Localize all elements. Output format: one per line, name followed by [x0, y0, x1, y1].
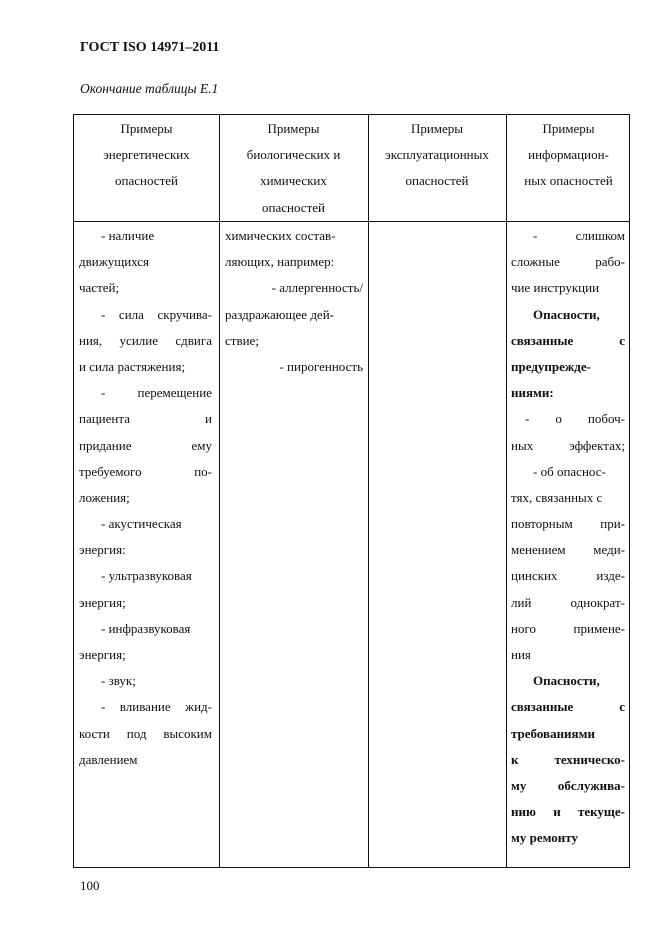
cell-line: движущихся	[79, 254, 150, 270]
header-line: ных опасностей	[524, 173, 613, 189]
header-divider	[74, 221, 629, 222]
cell-line: - наличие	[101, 228, 155, 243]
cell-line: энергия:	[79, 542, 126, 558]
column-divider	[368, 115, 369, 867]
cell-line: частей;	[79, 280, 120, 296]
hazards-table	[73, 114, 630, 868]
header-line: информацион-	[528, 147, 609, 163]
cell-line: ния	[511, 647, 531, 662]
cell-line: повторным при-	[511, 516, 625, 532]
cell-line: ного примене-	[511, 620, 625, 636]
cell-line: лий однократ-	[511, 594, 625, 610]
cell-line: давлением	[79, 751, 138, 767]
cell-line: Опасности,	[533, 306, 600, 322]
header-information	[506, 115, 631, 194]
header-line: эксплуатационных	[385, 147, 489, 163]
cell-line: требуемого по-	[79, 463, 212, 479]
header-energy	[74, 115, 219, 194]
cell-line: цинских изде-	[511, 568, 625, 584]
cell-bio-chem-hazards	[225, 223, 363, 380]
cell-line: ниями:	[511, 385, 554, 401]
cell-line: - звук;	[101, 673, 136, 689]
cell-line: связанные с	[511, 332, 625, 348]
header-line: Примеры	[120, 121, 173, 136]
cell-line: ных эффектах;	[511, 437, 625, 453]
cell-line: тях, связанных с	[511, 489, 603, 505]
header-bio-chem	[219, 115, 368, 220]
cell-line: нию и текуще-	[511, 804, 625, 820]
cell-line: - акустическая	[101, 516, 182, 532]
document-header: ГОСТ ISO 14971–2011	[80, 40, 220, 55]
cell-line: предупрежде-	[511, 358, 591, 374]
page-number: 100	[80, 878, 100, 893]
cell-line: - сила скручива-	[101, 306, 212, 322]
cell-line: сложные рабо-	[511, 254, 625, 270]
cell-line: к техническо-	[511, 751, 625, 767]
cell-line: менением меди-	[511, 542, 625, 558]
cell-line: - о побоч-	[525, 411, 625, 427]
header-line: опасностей	[405, 173, 469, 189]
table-caption: Окончание таблицы Е.1	[80, 81, 219, 96]
header-line: опасностей	[262, 199, 325, 215]
cell-line: - инфразвуковая	[101, 620, 191, 636]
cell-line: Опасности,	[533, 673, 600, 689]
cell-line: придание ему	[79, 437, 212, 453]
cell-line: - об опаснос-	[533, 463, 606, 479]
cell-line: - пирогенность	[279, 358, 363, 374]
header-line: опасностей	[115, 173, 178, 189]
cell-line: ляющих, например:	[225, 254, 335, 270]
cell-line: химических состав-	[225, 228, 336, 243]
cell-line: энергия;	[79, 594, 126, 610]
header-line: химических	[260, 173, 327, 189]
cell-line: - ультразвуковая	[101, 568, 192, 584]
header-line: биологических и	[246, 147, 341, 163]
cell-line: му обслужива-	[511, 777, 625, 793]
cell-information-hazards	[511, 223, 625, 852]
header-operational	[368, 115, 506, 194]
cell-energy-hazards	[79, 223, 212, 773]
cell-line: связанные с	[511, 699, 625, 715]
cell-line: му ремонту	[511, 830, 578, 846]
header-line: Примеры	[410, 121, 464, 136]
cell-line: ния, усилие сдвига	[79, 332, 212, 348]
header-line: энергетических	[103, 147, 190, 163]
cell-line: раздражающее дей-	[225, 306, 334, 322]
cell-line: требованиями	[511, 725, 595, 741]
cell-line: - вливание жид-	[101, 699, 212, 715]
cell-line: кости под высоким	[79, 725, 212, 741]
cell-line: чие инструкции	[511, 280, 600, 296]
cell-line: пациента и	[79, 411, 212, 427]
cell-line: ложения;	[79, 489, 130, 505]
column-divider	[506, 115, 507, 867]
header-line: Примеры	[267, 121, 320, 136]
cell-line: - слишком	[533, 228, 625, 243]
cell-line: энергия;	[79, 647, 126, 662]
cell-line: - аллергенность/	[271, 280, 363, 296]
column-divider	[219, 115, 220, 867]
cell-line: - перемещение	[101, 385, 212, 401]
cell-line: ствие;	[225, 332, 259, 348]
header-line: Примеры	[542, 121, 595, 136]
cell-line: и сила растяжения;	[79, 358, 186, 374]
